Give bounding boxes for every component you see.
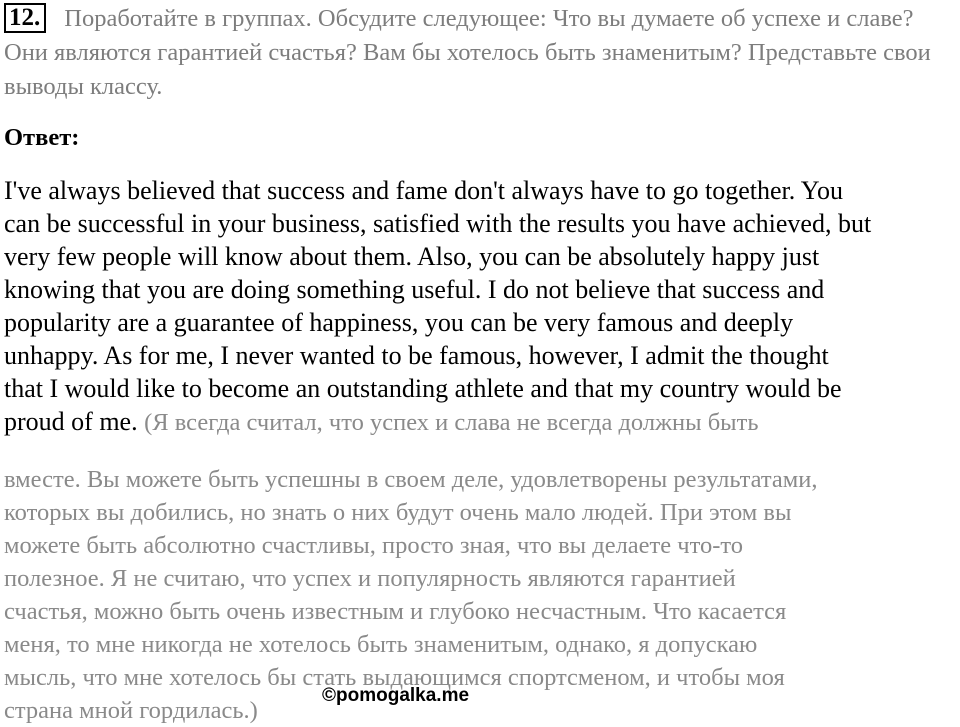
english-line: proud of me.	[4, 407, 138, 436]
russian-line: меня, то мне никогда не хотелось быть знаменитым, однако, я допускаю	[4, 631, 758, 658]
russian-translation-start: (Я всегда считал, что успех и слава не всегда должны быть	[144, 409, 759, 436]
english-line: I've always believed that success and fame don't always have to go together. You	[4, 176, 843, 205]
russian-line: которых вы добились, но знать о них будут очень мало людей. При этом вы	[4, 499, 792, 526]
watermark: ©pomogalka.me	[322, 685, 470, 706]
russian-line: счастья, можно быть очень известным и глубоко несчастным. Что касается	[4, 598, 787, 625]
english-line: popularity are a guarantee of happiness, you can be very famous and deeply	[4, 308, 794, 337]
russian-line: вместе. Вы можете быть успешны в своем деле, удовлетворены результатами,	[4, 466, 818, 493]
russian-line: можете быть абсолютно счастливы, просто зная, что вы делаете что-то	[4, 532, 744, 559]
english-line: unhappy. As for me, I never wanted to be famous, however, I admit the thought	[4, 341, 829, 370]
english-line: very few people will know about them. Also, you can be absolutely happy just	[4, 242, 820, 271]
answer-russian	[4, 463, 960, 727]
russian-line: страна мной гордилась.)	[4, 697, 258, 724]
english-line-last	[4, 405, 960, 439]
answer-english	[4, 174, 960, 439]
task-text: Поработайте в группах. Обсудите следующее: Что вы думаете об успехе и славе? Они являются гарантией счастья? Вам бы хотелось быть знаменитым? Представьте свои выводы классу.	[4, 5, 931, 100]
answer-label: Ответ:	[4, 124, 80, 151]
english-line: can be successful in your business, satisfied with the results you have achieved, but	[4, 209, 872, 238]
english-line: that I would like to become an outstanding athlete and that my country would be	[4, 374, 842, 403]
task-number: 12.	[4, 3, 46, 33]
english-line: knowing that you are doing something useful. I do not believe that success and	[4, 275, 825, 304]
russian-line: мысль, что мне хотелось бы стать выдающимся спортсменом, и чтобы моя	[4, 664, 785, 691]
russian-line: полезное. Я не считаю, что успех и популярность являются гарантией	[4, 565, 736, 592]
task-block	[4, 2, 956, 104]
